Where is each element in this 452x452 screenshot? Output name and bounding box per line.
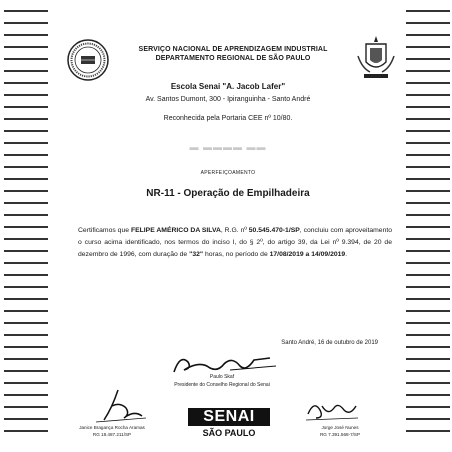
border-line: [406, 394, 450, 396]
border-line: [406, 274, 450, 276]
border-line: [4, 22, 48, 24]
border-line: [406, 406, 450, 408]
course-type: APERFEIÇOAMENTO: [200, 170, 256, 176]
border-line: [4, 262, 48, 264]
border-line: [406, 106, 450, 108]
certificate-page: [52, 0, 404, 452]
border-line: [406, 418, 450, 420]
border-line: [406, 334, 450, 336]
border-line: [4, 322, 48, 324]
senai-logo-text: SENAI: [203, 408, 255, 425]
intro-text: Certificamos que: [78, 227, 130, 234]
border-line: [406, 310, 450, 312]
border-line: [406, 178, 450, 180]
issue-date: Santo André, 16 de outubro de 2019: [281, 340, 378, 346]
certificate-body: [78, 225, 392, 261]
rg-number: 50.545.470-1/SP: [248, 227, 300, 234]
border-line: [4, 370, 48, 372]
border-line: [4, 286, 48, 288]
senai-region: SÃO PAULO: [202, 428, 256, 438]
student-name: FELIPE AMÉRICO DA SILVA: [130, 227, 221, 234]
border-line: [406, 10, 450, 12]
border-line: [406, 70, 450, 72]
school-recognition: Reconhecida pela Portaria CEE nº 10/80.: [163, 115, 293, 122]
border-line: [4, 82, 48, 84]
right-border-lines: [406, 6, 450, 446]
director-name: Janice Bragança Rocha Aramas: [79, 425, 145, 430]
border-line: [4, 274, 48, 276]
school-name: Escola Senai "A. Jacob Lafer": [170, 82, 286, 91]
secretary-rg: RG 7.391.568-7/SP: [319, 432, 361, 437]
border-line: [4, 106, 48, 108]
border-line: [406, 226, 450, 228]
border-line: [406, 370, 450, 372]
border-line: [4, 166, 48, 168]
header-line-2: DEPARTAMENTO REGIONAL DE SÃO PAULO: [155, 55, 311, 62]
border-line: [4, 58, 48, 60]
body-middle-text: , concluiu com aproveitamento o curso acima identificado, nos termos do inciso I, do § 2º, do artigo 39, da Lei nº 9.394, de 20 de dezembro de 1996, com duração de: [78, 227, 393, 258]
border-line: [4, 346, 48, 348]
border-line: [4, 382, 48, 384]
border-line: [4, 226, 48, 228]
border-line: [406, 382, 450, 384]
federation-seal-icon: [66, 38, 110, 82]
border-line: [4, 214, 48, 216]
border-line: [406, 142, 450, 144]
border-line: [4, 10, 48, 12]
senai-logo: [188, 408, 270, 426]
course-title: NR-11 - Operação de Empilhadeira: [146, 188, 310, 199]
rg-label: , R.G. nº: [220, 227, 247, 234]
border-line: [4, 238, 48, 240]
border-line: [4, 406, 48, 408]
director-signature-icon: [90, 388, 150, 424]
header-line-1: SERVIÇO NACIONAL DE APRENDIZAGEM INDUSTRIAL: [138, 46, 328, 53]
course-period: 17/08/2019 a 14/09/2019: [269, 251, 346, 258]
border-line: [406, 238, 450, 240]
border-line: [4, 250, 48, 252]
border-line: [406, 22, 450, 24]
president-name: Paulo Skaf: [209, 374, 235, 380]
border-line: [4, 394, 48, 396]
border-line: [406, 34, 450, 36]
border-line: [406, 346, 450, 348]
border-line: [406, 286, 450, 288]
border-line: [4, 358, 48, 360]
border-line: [4, 178, 48, 180]
hours-text: horas, no período de: [205, 251, 268, 258]
border-line: [406, 166, 450, 168]
border-line: [406, 58, 450, 60]
border-line: [4, 298, 48, 300]
border-line: [4, 202, 48, 204]
border-line: [4, 94, 48, 96]
border-line: [4, 430, 48, 432]
president-role: Presidente do Conselho Regional do Senai: [174, 382, 270, 388]
border-line: [4, 142, 48, 144]
coat-of-arms-icon: [356, 34, 396, 82]
body-end: .: [345, 251, 348, 258]
border-line: [406, 190, 450, 192]
border-line: [406, 202, 450, 204]
school-address: Av. Santos Dumont, 300 - Ipiranguinha - Santo André: [145, 96, 311, 103]
secretary-name: Jorge José Nunes: [321, 425, 359, 430]
border-line: [406, 46, 450, 48]
border-line: [406, 154, 450, 156]
border-line: [4, 118, 48, 120]
border-line: [4, 418, 48, 420]
faint-stamp-mark: ▬ ▬▬▬▬ ▬▬: [189, 142, 267, 152]
border-line: [406, 118, 450, 120]
border-line: [406, 322, 450, 324]
director-rg: RG 18.487.211/SP: [92, 432, 132, 437]
border-line: [406, 94, 450, 96]
border-line: [4, 34, 48, 36]
border-line: [4, 130, 48, 132]
border-line: [4, 310, 48, 312]
border-line: [406, 430, 450, 432]
course-hours: "32": [189, 251, 204, 258]
border-line: [4, 334, 48, 336]
border-line: [406, 358, 450, 360]
border-line: [406, 214, 450, 216]
border-line: [4, 46, 48, 48]
secretary-signature-icon: [304, 396, 360, 424]
border-line: [406, 250, 450, 252]
border-line: [4, 154, 48, 156]
border-line: [4, 190, 48, 192]
left-border-lines: [4, 6, 48, 446]
border-line: [406, 298, 450, 300]
border-line: [406, 262, 450, 264]
border-line: [406, 82, 450, 84]
border-line: [4, 70, 48, 72]
border-line: [406, 130, 450, 132]
